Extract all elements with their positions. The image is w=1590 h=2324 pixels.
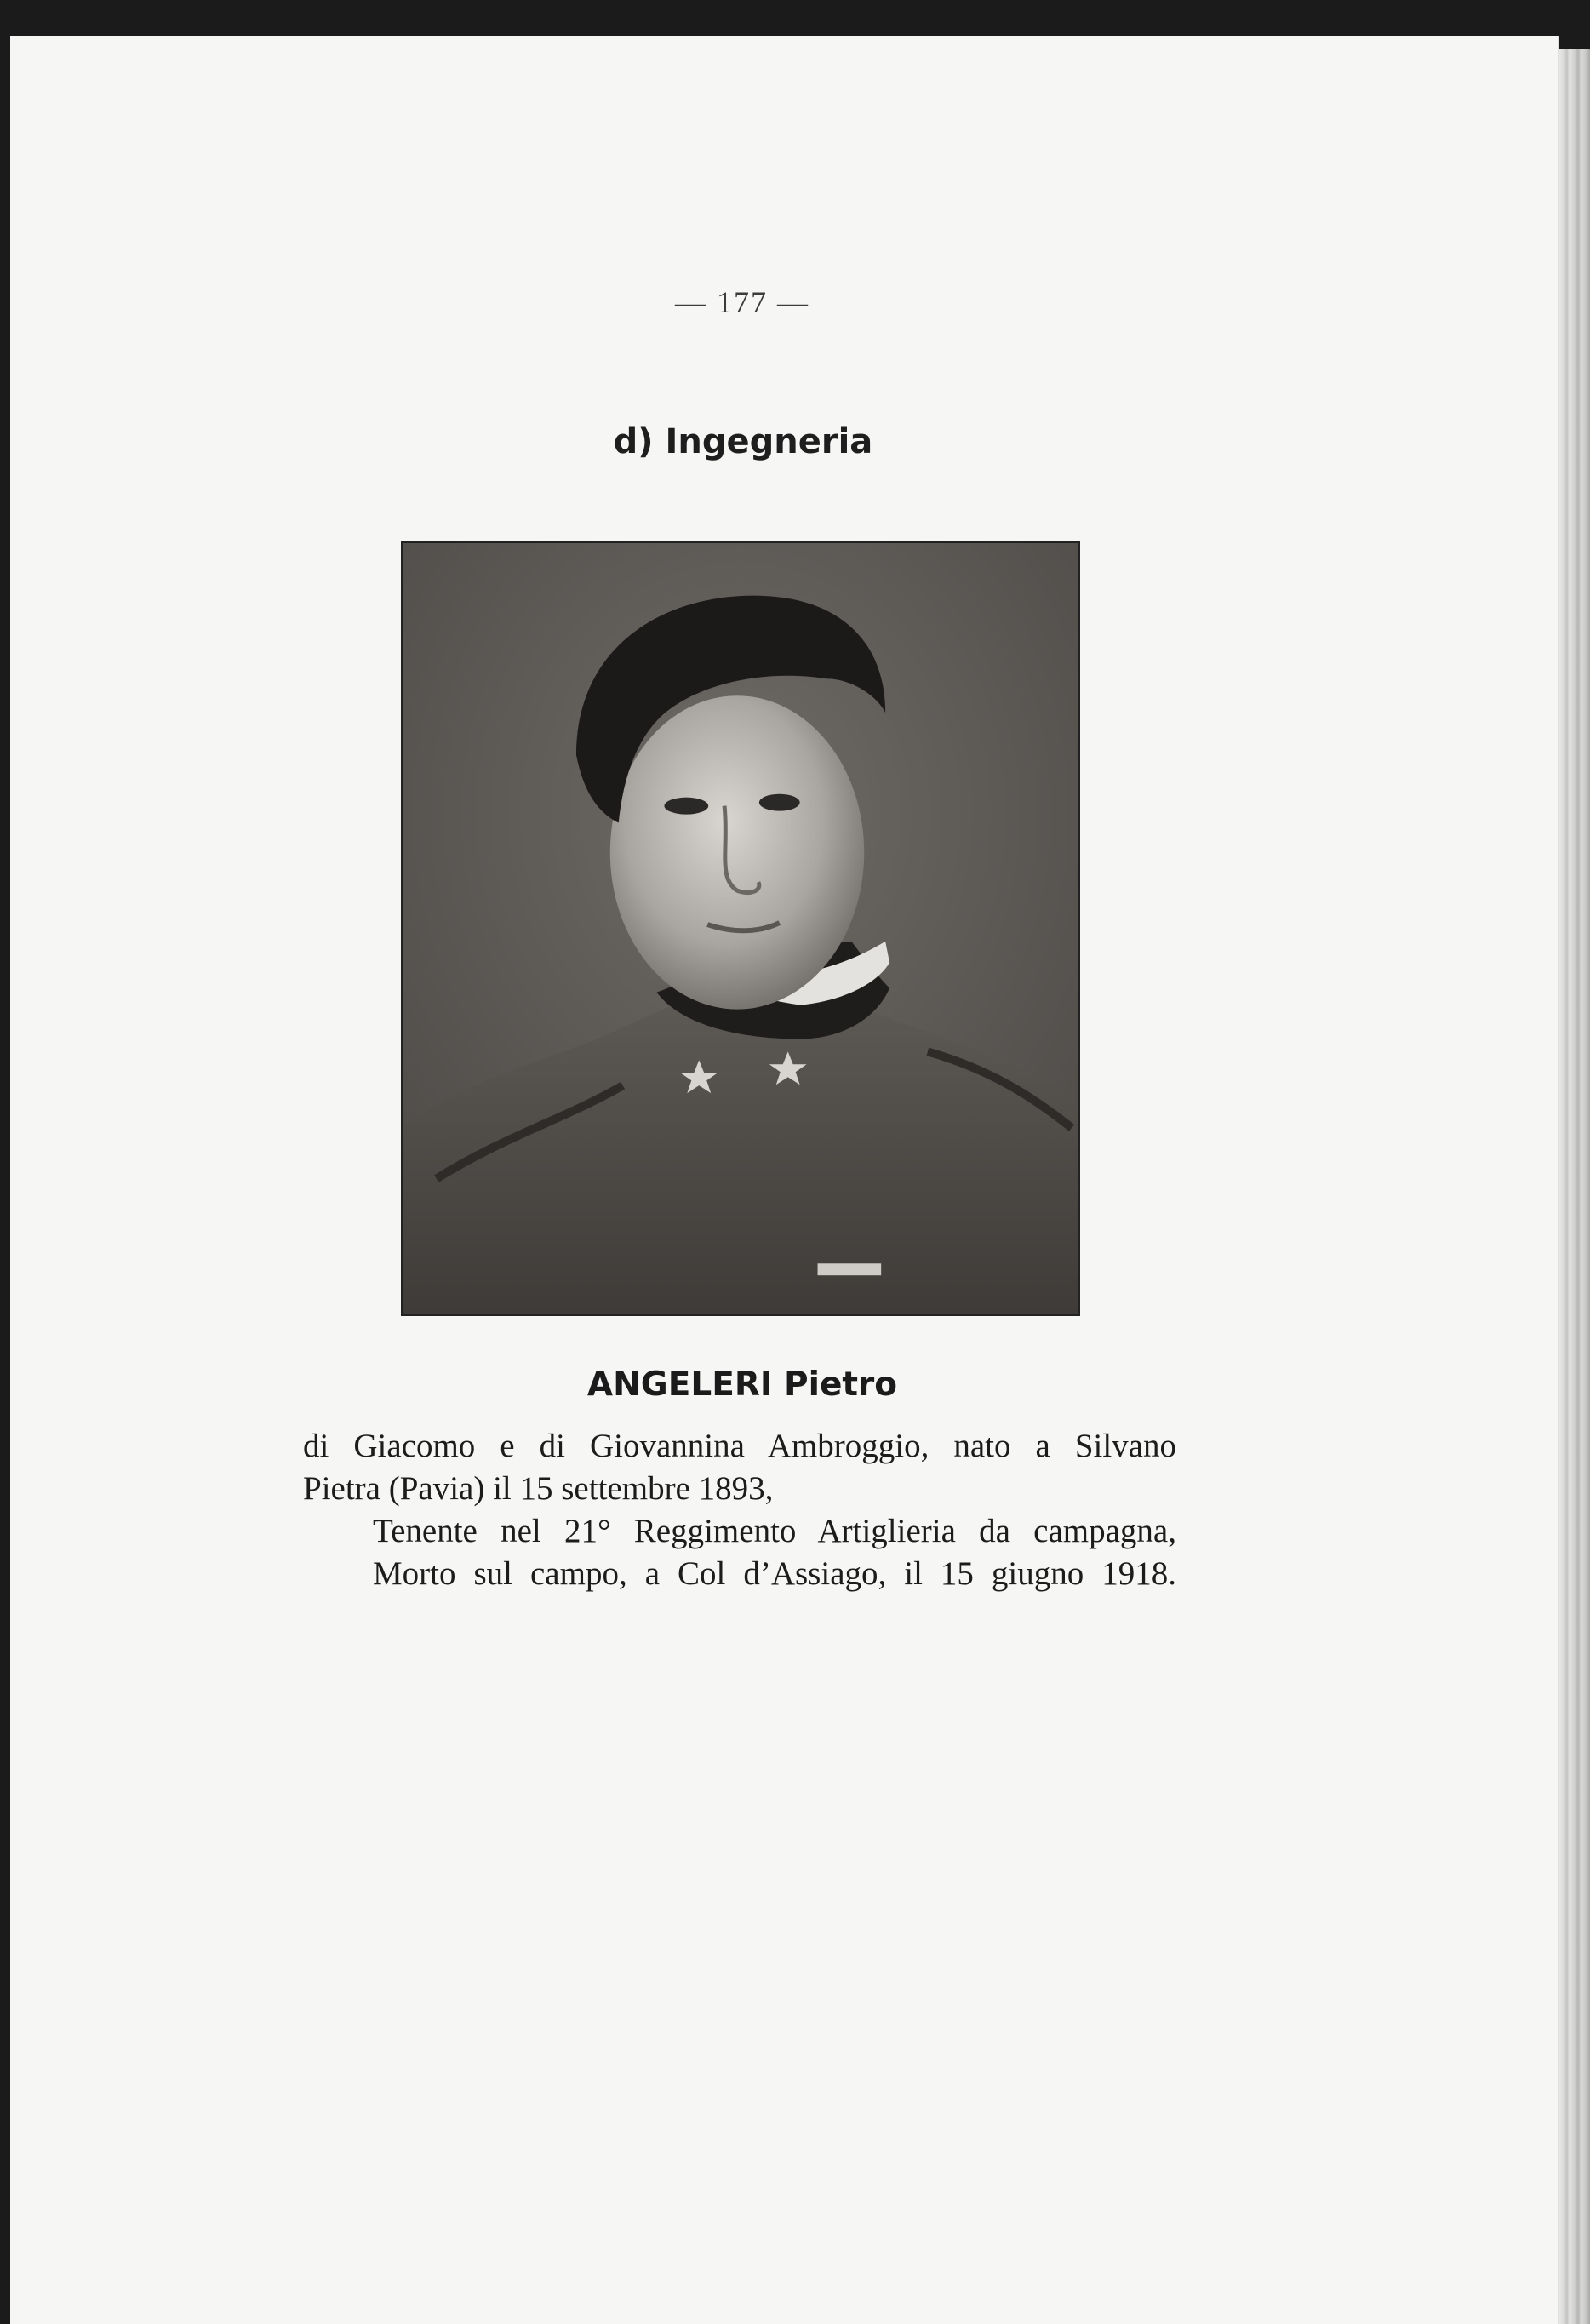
biography-line: Tenente nel 21° Reggimento Artiglieria da campagna, (373, 1513, 1176, 1549)
section-heading: d) Ingegneria (613, 422, 873, 461)
biography-line: Pietra (Pavia) il 15 settembre 1893, (303, 1470, 774, 1507)
biography-paragraph (303, 1425, 1176, 1595)
page-number: — 177 — (675, 285, 809, 319)
book-page (10, 36, 1559, 2324)
biography-line: Morto sul campo, a Col d’Assiago, il 15 giugno 1918. (373, 1555, 1176, 1592)
page-edge (1559, 49, 1590, 2324)
biography-line: di Giacomo e di Giovannina Ambroggio, nato a Silvano (303, 1428, 1176, 1464)
portrait-photo-icon (403, 543, 1078, 1314)
portrait-photo (401, 541, 1080, 1316)
person-name-heading: ANGELERI Pietro (586, 1365, 898, 1404)
